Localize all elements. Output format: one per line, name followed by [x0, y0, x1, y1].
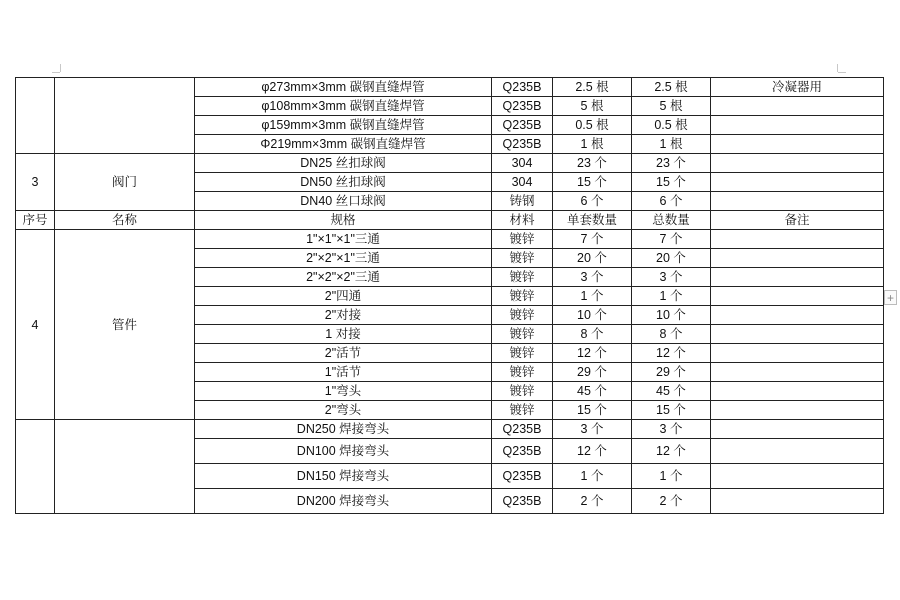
header-row: [16, 211, 884, 230]
remark-cell: [711, 382, 884, 401]
remark-cell: [711, 192, 884, 211]
total-qty-cell: 3 个: [632, 268, 711, 287]
header-cell-seq: 序号: [16, 211, 55, 230]
qty-per-set-cell: 12 个: [553, 439, 632, 464]
material-cell: 镀锌: [492, 287, 553, 306]
qty-per-set-cell: 23 个: [553, 154, 632, 173]
spec-cell: φ159mm×3mm 碳钢直缝焊管: [195, 116, 492, 135]
name-cell: 阀门: [55, 154, 195, 211]
remark-cell: [711, 268, 884, 287]
total-qty-cell: 2.5 根: [632, 78, 711, 97]
spec-cell: DN150 焊接弯头: [195, 464, 492, 489]
table-row: [16, 230, 884, 249]
total-qty-cell: 45 个: [632, 382, 711, 401]
total-qty-cell: 12 个: [632, 344, 711, 363]
spec-cell: 2"对接: [195, 306, 492, 325]
remark-cell: [711, 420, 884, 439]
total-qty-cell: 1 个: [632, 464, 711, 489]
remark-cell: [711, 154, 884, 173]
name-cell: 管件: [55, 230, 195, 420]
table-row: [16, 154, 884, 173]
spec-cell: 2"×2"×2"三通: [195, 268, 492, 287]
material-cell: Q235B: [492, 97, 553, 116]
spec-cell: φ108mm×3mm 碳钢直缝焊管: [195, 97, 492, 116]
spec-cell: 2"弯头: [195, 401, 492, 420]
spec-cell: 2"×2"×1"三通: [195, 249, 492, 268]
qty-per-set-cell: 3 个: [553, 268, 632, 287]
total-qty-cell: 5 根: [632, 97, 711, 116]
total-qty-cell: 12 个: [632, 439, 711, 464]
remark-cell: [711, 287, 884, 306]
spec-cell: Φ219mm×3mm 碳钢直缝焊管: [195, 135, 492, 154]
qty-per-set-cell: 7 个: [553, 230, 632, 249]
material-cell: 镀锌: [492, 401, 553, 420]
material-cell: 镀锌: [492, 325, 553, 344]
spec-cell: 1"活节: [195, 363, 492, 382]
spec-cell: 2"四通: [195, 287, 492, 306]
materials-table: [15, 77, 884, 514]
qty-per-set-cell: 6 个: [553, 192, 632, 211]
remark-cell: 冷凝器用: [711, 78, 884, 97]
total-qty-cell: 23 个: [632, 154, 711, 173]
remark-cell: [711, 249, 884, 268]
material-cell: 镀锌: [492, 249, 553, 268]
qty-per-set-cell: 10 个: [553, 306, 632, 325]
qty-per-set-cell: 2.5 根: [553, 78, 632, 97]
spec-cell: DN100 焊接弯头: [195, 439, 492, 464]
remark-cell: [711, 464, 884, 489]
total-qty-cell: 6 个: [632, 192, 711, 211]
table-row: [16, 78, 884, 97]
page-corner-mark-right: [838, 72, 846, 73]
spec-cell: 1"弯头: [195, 382, 492, 401]
remark-cell: [711, 344, 884, 363]
seq-cell: [16, 420, 55, 514]
total-qty-cell: 1 个: [632, 287, 711, 306]
table-row: [16, 420, 884, 439]
remark-cell: [711, 325, 884, 344]
remark-cell: [711, 135, 884, 154]
page-corner-mark-left-v: [60, 64, 61, 72]
qty-per-set-cell: 1 个: [553, 287, 632, 306]
total-qty-cell: 29 个: [632, 363, 711, 382]
total-qty-cell: 0.5 根: [632, 116, 711, 135]
page-corner-mark-left: [52, 72, 60, 73]
spec-cell: DN50 丝扣球阀: [195, 173, 492, 192]
spec-cell: DN40 丝口球阀: [195, 192, 492, 211]
header-cell-qty-per-set: 单套数量: [553, 211, 632, 230]
qty-per-set-cell: 5 根: [553, 97, 632, 116]
add-column-button[interactable]: +: [884, 290, 897, 305]
header-cell-material: 材料: [492, 211, 553, 230]
seq-cell: 3: [16, 154, 55, 211]
qty-per-set-cell: 8 个: [553, 325, 632, 344]
remark-cell: [711, 230, 884, 249]
total-qty-cell: 7 个: [632, 230, 711, 249]
total-qty-cell: 3 个: [632, 420, 711, 439]
qty-per-set-cell: 3 个: [553, 420, 632, 439]
material-cell: Q235B: [492, 78, 553, 97]
remark-cell: [711, 439, 884, 464]
qty-per-set-cell: 15 个: [553, 173, 632, 192]
material-cell: Q235B: [492, 420, 553, 439]
header-cell-name: 名称: [55, 211, 195, 230]
total-qty-cell: 20 个: [632, 249, 711, 268]
total-qty-cell: 15 个: [632, 401, 711, 420]
qty-per-set-cell: 2 个: [553, 489, 632, 514]
name-cell: [55, 78, 195, 154]
materials-table-body: [16, 78, 884, 514]
qty-per-set-cell: 1 个: [553, 464, 632, 489]
remark-cell: [711, 489, 884, 514]
name-cell: [55, 420, 195, 514]
header-cell-total-qty: 总数量: [632, 211, 711, 230]
material-cell: 镀锌: [492, 306, 553, 325]
remark-cell: [711, 116, 884, 135]
material-cell: 铸钢: [492, 192, 553, 211]
material-cell: 304: [492, 173, 553, 192]
spec-cell: 2"活节: [195, 344, 492, 363]
qty-per-set-cell: 0.5 根: [553, 116, 632, 135]
spec-cell: DN250 焊接弯头: [195, 420, 492, 439]
material-cell: Q235B: [492, 116, 553, 135]
qty-per-set-cell: 1 根: [553, 135, 632, 154]
material-cell: Q235B: [492, 464, 553, 489]
material-cell: Q235B: [492, 439, 553, 464]
material-cell: 镀锌: [492, 363, 553, 382]
total-qty-cell: 1 根: [632, 135, 711, 154]
material-cell: 镀锌: [492, 382, 553, 401]
total-qty-cell: 15 个: [632, 173, 711, 192]
qty-per-set-cell: 29 个: [553, 363, 632, 382]
total-qty-cell: 10 个: [632, 306, 711, 325]
spec-cell: 1"×1"×1"三通: [195, 230, 492, 249]
seq-cell: 4: [16, 230, 55, 420]
qty-per-set-cell: 20 个: [553, 249, 632, 268]
remark-cell: [711, 363, 884, 382]
material-cell: 304: [492, 154, 553, 173]
total-qty-cell: 2 个: [632, 489, 711, 514]
spec-cell: DN25 丝扣球阀: [195, 154, 492, 173]
qty-per-set-cell: 45 个: [553, 382, 632, 401]
remark-cell: [711, 173, 884, 192]
seq-cell: [16, 78, 55, 154]
spec-cell: 1 对接: [195, 325, 492, 344]
material-cell: 镀锌: [492, 344, 553, 363]
header-cell-spec: 规格: [195, 211, 492, 230]
spec-cell: φ273mm×3mm 碳钢直缝焊管: [195, 78, 492, 97]
material-cell: 镀锌: [492, 268, 553, 287]
total-qty-cell: 8 个: [632, 325, 711, 344]
qty-per-set-cell: 12 个: [553, 344, 632, 363]
spec-cell: DN200 焊接弯头: [195, 489, 492, 514]
remark-cell: [711, 306, 884, 325]
material-cell: Q235B: [492, 135, 553, 154]
material-cell: 镀锌: [492, 230, 553, 249]
header-cell-remark: 备注: [711, 211, 884, 230]
remark-cell: [711, 401, 884, 420]
qty-per-set-cell: 15 个: [553, 401, 632, 420]
page-corner-mark-right-v: [837, 64, 838, 72]
material-cell: Q235B: [492, 489, 553, 514]
remark-cell: [711, 97, 884, 116]
